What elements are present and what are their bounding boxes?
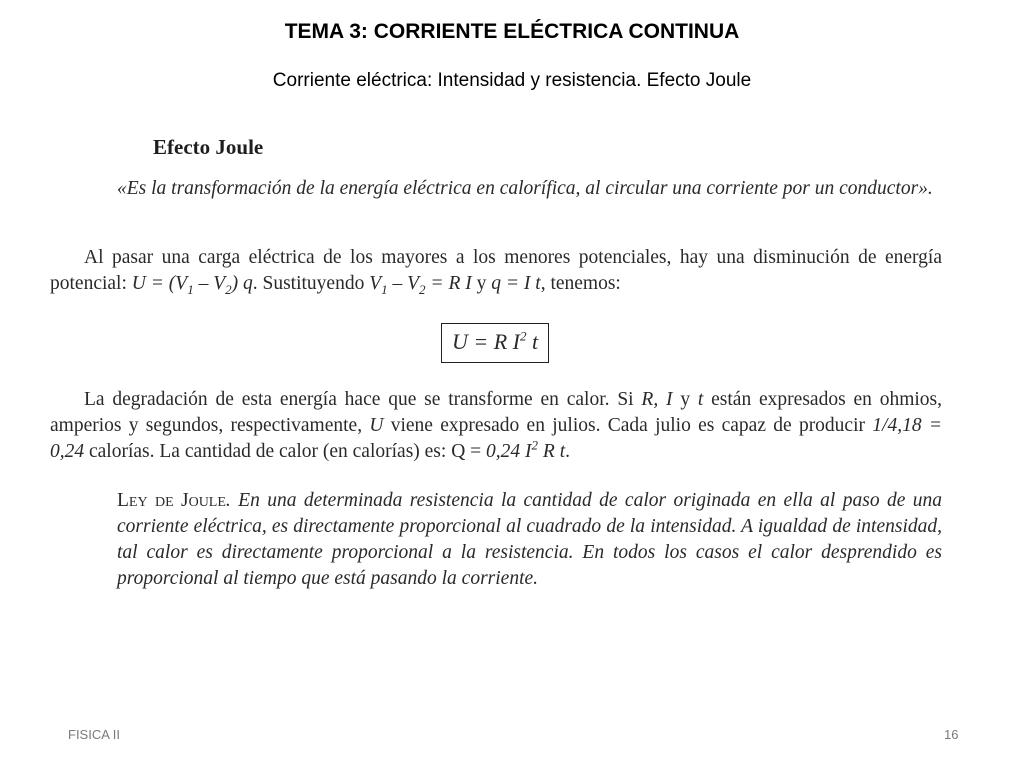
text-fragment: están expresados en ohmios, amperios y segundos, respectivamente, (50, 389, 942, 436)
text-fragment: . Sustituyendo (252, 273, 370, 294)
formula-potential-energy: $U = (V_1 - V_2)$ q (131, 273, 253, 297)
joule-law-paragraph (117, 488, 942, 592)
text-fragment: Al pasar una carga eléctrica de los mayores a los menores potenciales, hay una disminución de energía potencial: (50, 247, 942, 294)
text-fragment: calorías. La cantidad de calor (en calorías) es: Q = (84, 441, 487, 462)
section-heading: Efecto Joule (153, 135, 264, 159)
law-name: Ley de Joule (117, 490, 226, 511)
text-fragment: . (565, 441, 570, 462)
text-fragment: y (672, 389, 698, 410)
text-fragment: y (471, 273, 492, 294)
text-fragment: , tenemos: (540, 273, 621, 294)
conversion-factor: 1/4,18 = 0,24 (50, 415, 943, 462)
heat-paragraph (50, 387, 942, 465)
slide-subtitle: Corriente eléctrica: Intensidad y resistencia. Efecto Joule (272, 70, 752, 91)
formula-charge: q = I t (491, 273, 541, 294)
variable-t: t (697, 389, 704, 410)
page-number: 16 (944, 727, 959, 742)
derivation-paragraph (50, 245, 942, 297)
formula-ohm-law: $V_1 - V_2 = R$ I (369, 273, 472, 297)
text-fragment: La degradación de esta energía hace que se transforme en calor. Si (84, 389, 642, 410)
footer-course: FISICA II (68, 727, 121, 742)
boxed-formula: U = R $I^2$ t (441, 323, 549, 363)
variable-u: U (369, 415, 384, 436)
heat-formula: 0,24 $I^2$ R t (486, 437, 566, 462)
definition-quote: «Es la transformación de la energía eléctrica en calorífica, al circular una corriente por un conductor». (117, 178, 933, 199)
variable-r-i: R, I (641, 389, 673, 410)
slide-title: TEMA 3: CORRIENTE ELÉCTRICA CONTINUA (284, 20, 740, 43)
text-fragment: viene expresado en julios. Cada julio es capaz de producir (383, 415, 873, 436)
law-text: . En una determinada resistencia la cantidad de calor originada en ella al paso de una corriente eléctrica, es directamente proporcional al cuadrado de la intensidad. A igualdad de intensidad, tal calor es directamente proporcional a la resistencia. En todos los casos el calor desprendido es proporcional al tiempo que está pasando la corriente. (117, 490, 942, 589)
